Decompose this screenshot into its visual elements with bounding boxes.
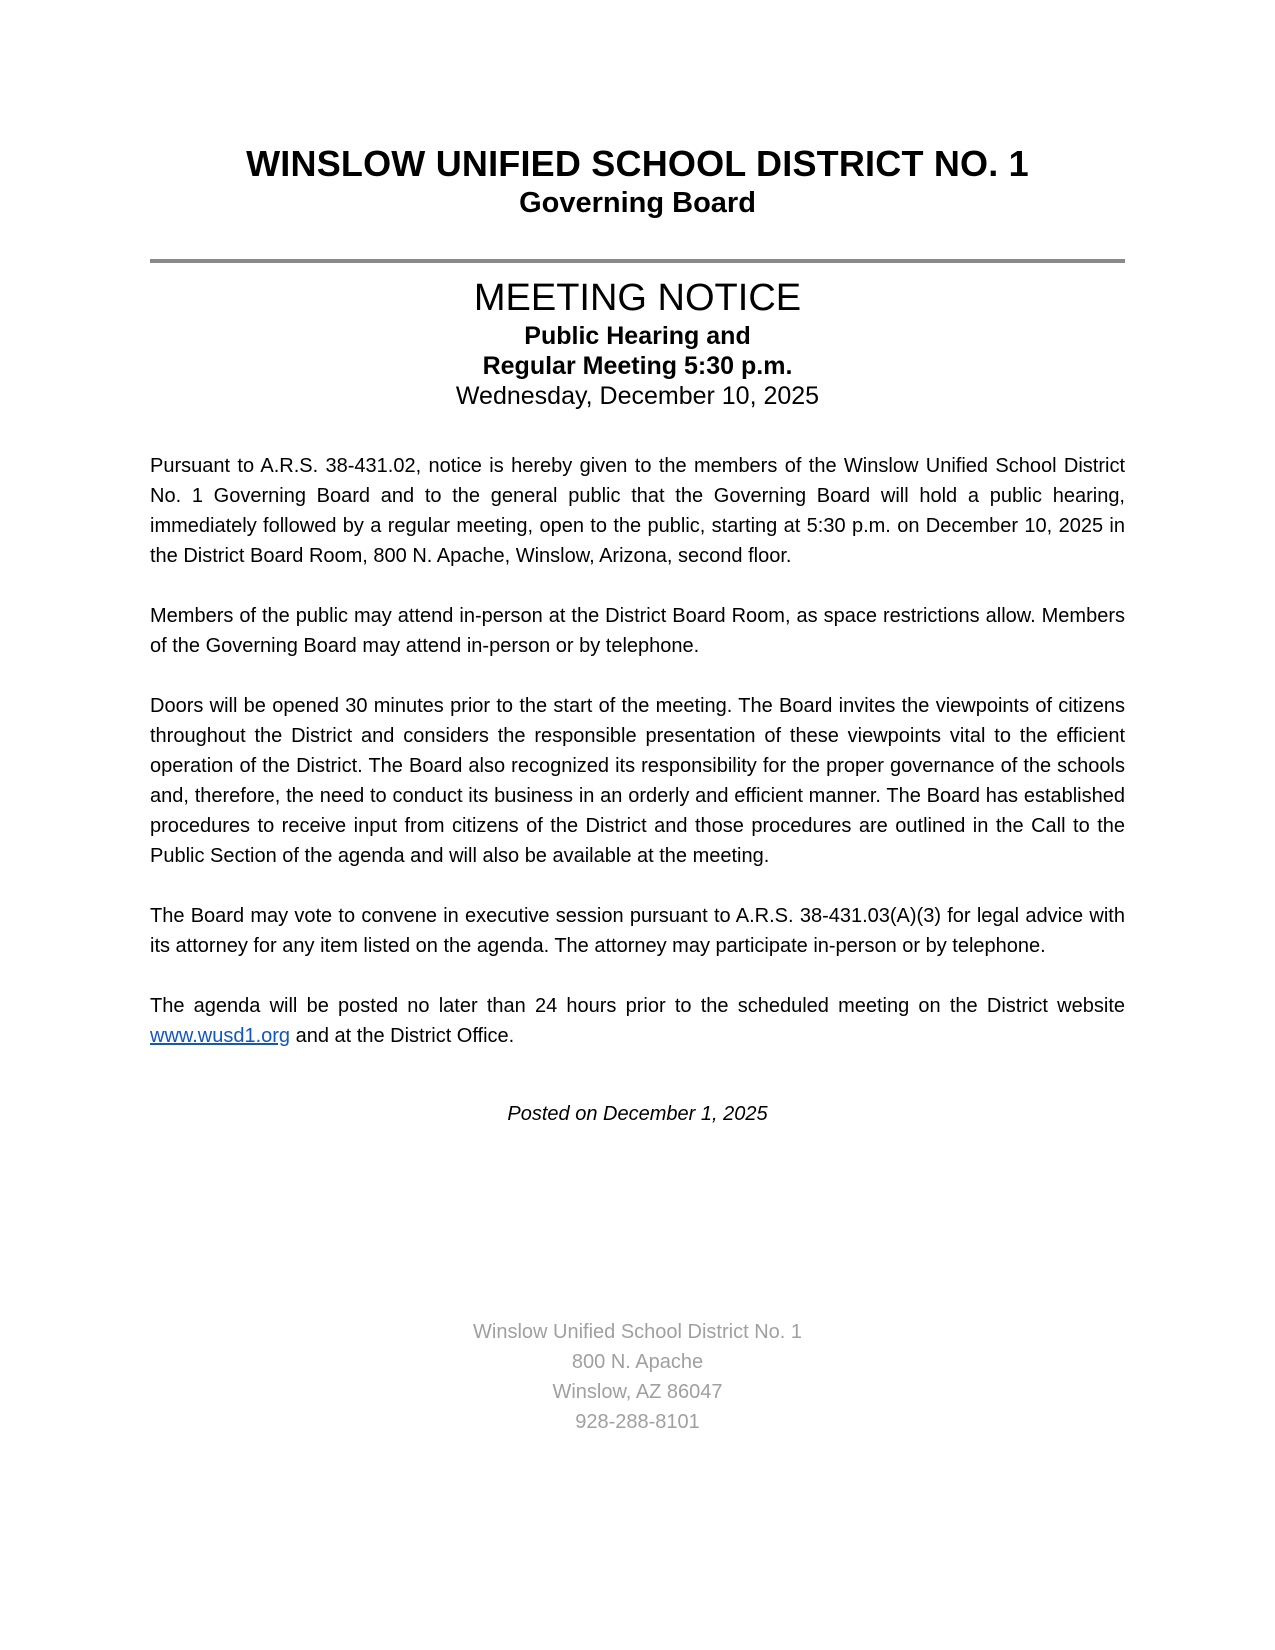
posted-date-note: Posted on December 1, 2025 xyxy=(507,1102,768,1125)
paragraph-agenda-posting xyxy=(150,991,1125,1051)
paragraph-executive-session: The Board may vote to convene in executive session pursuant to A.R.S. 38-431.03(A)(3) for legal advice with its attorney for any item listed on the agenda. The attorney may participate in-person or by telephone. xyxy=(150,904,1125,957)
paragraph-attendance: Members of the public may attend in-person at the District Board Room, as space restrictions allow. Members of the Governing Board may attend in-person or by telephone. xyxy=(150,604,1125,657)
regular-meeting-time-line: Regular Meeting 5:30 p.m. xyxy=(482,351,793,380)
public-hearing-line: Public Hearing and xyxy=(524,321,751,350)
footer-city-state-zip: Winslow, AZ 86047 xyxy=(552,1380,723,1403)
meeting-date-line: Wednesday, December 10, 2025 xyxy=(455,381,820,410)
footer-contact-block xyxy=(150,1317,1125,1437)
district-website-link[interactable]: www.wusd1.org xyxy=(150,1024,291,1047)
footer-district-name: Winslow Unified School District No. 1 xyxy=(473,1320,802,1343)
header-divider-rule xyxy=(150,259,1125,263)
agenda-posting-text-before-link: The agenda will be posted no later than 24 hours prior to the scheduled meeting on the District website xyxy=(150,994,1125,1017)
footer-street-address: 800 N. Apache xyxy=(571,1350,704,1373)
agenda-posting-text-after-link: and at the District Office. xyxy=(290,1024,515,1047)
footer-phone-number: 928-288-8101 xyxy=(575,1410,700,1433)
district-title: WINSLOW UNIFIED SCHOOL DISTRICT NO. 1 xyxy=(246,143,1029,184)
meeting-notice-heading: MEETING NOTICE xyxy=(473,276,802,319)
paragraph-legal-notice: Pursuant to A.R.S. 38-431.02, notice is hereby given to the members of the Winslow Unified School District No. 1 Governing Board and to the general public that the Governing Board will hold a public hearing, immediately followed by a regular meeting, open to the public, starting at 5:30 p.m. on December 10, 2025 in the District Board Room, 800 N. Apache, Winslow, Arizona, second floor. xyxy=(150,454,1125,567)
governing-board-subtitle: Governing Board xyxy=(519,187,756,220)
paragraph-doors-and-procedures: Doors will be opened 30 minutes prior to the start of the meeting. The Board invites the viewpoints of citizens throughout the District and considers the responsible presentation of these viewpoints vital to the efficient operation of the District. The Board also recognized its responsibility for the proper governance of the schools and, therefore, the need to conduct its business in an orderly and efficient manner. The Board has established procedures to receive input from citizens of the District and those procedures are outlined in the Call to the Public Section of the agenda and will also be available at the meeting. xyxy=(150,694,1125,867)
